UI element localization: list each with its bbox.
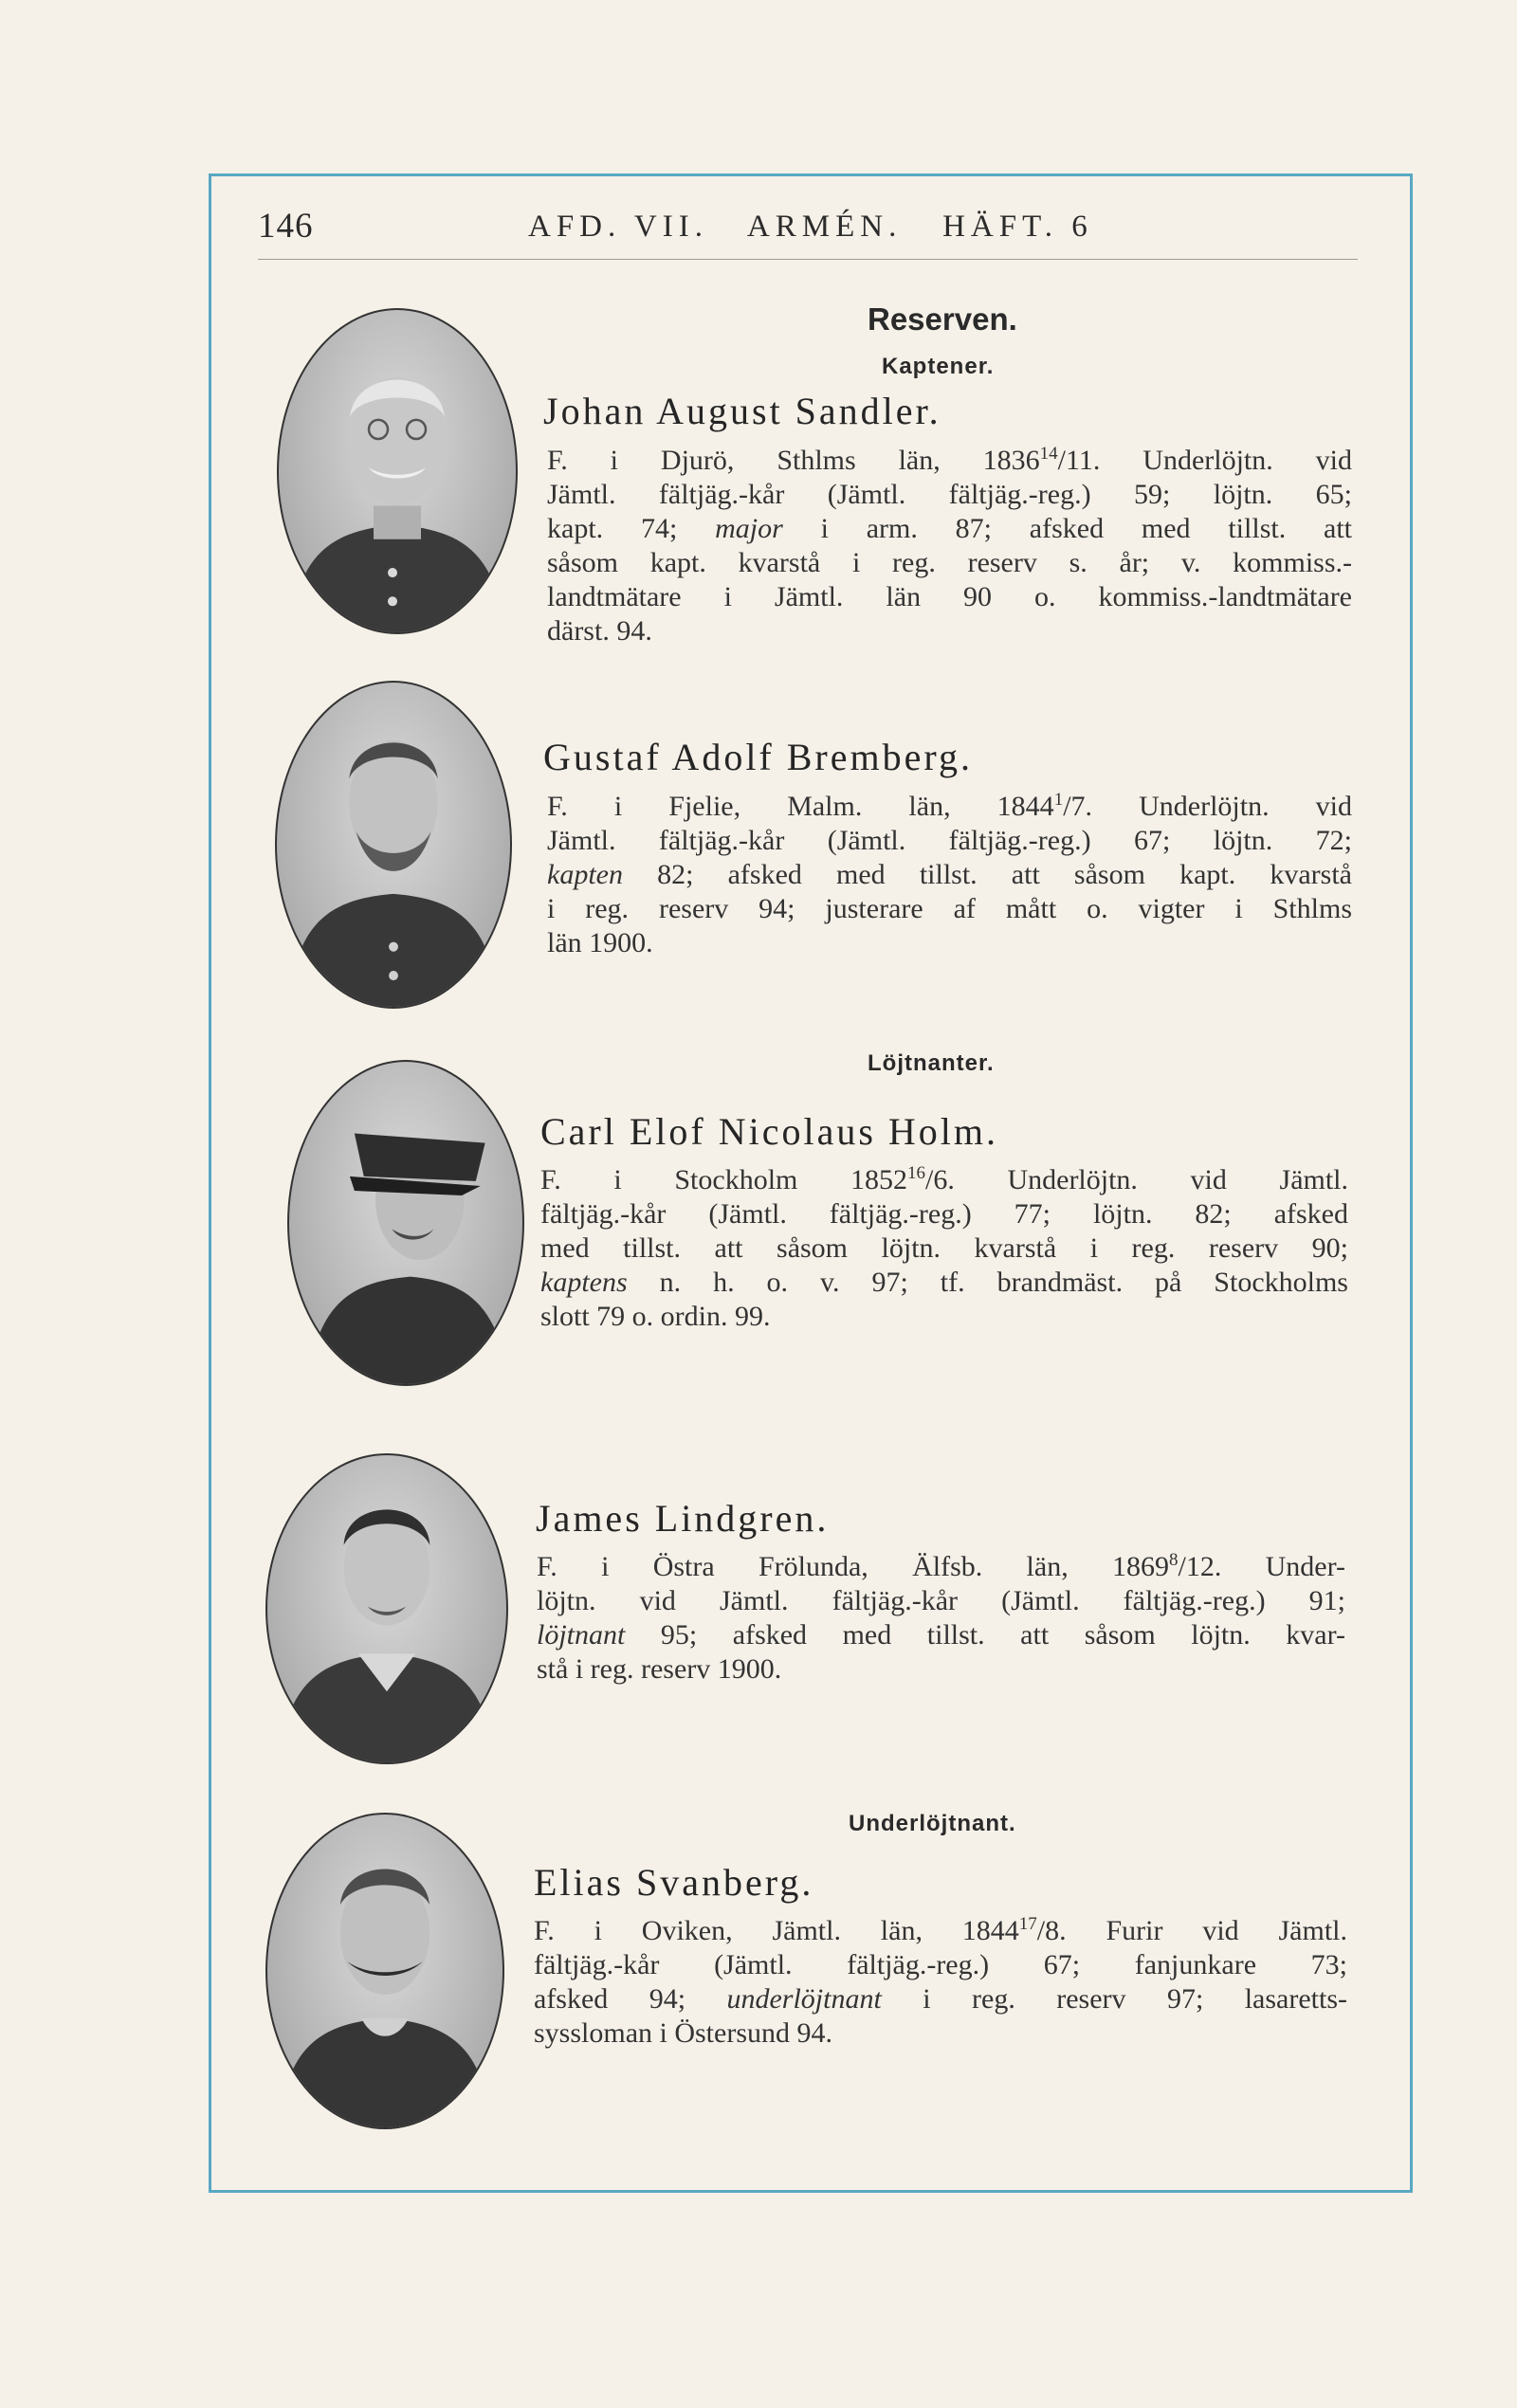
- bio-line: slott 79 o. ordin. 99.: [540, 1301, 771, 1332]
- bio-line: F. i Östra Frölunda, Älfsb. län, 1869$^8$/12. Under-: [537, 1550, 1345, 1582]
- bio-line: F. i Oviken, Jämtl. län, 1844$^{17}$/8. Furir vid Jämtl.: [534, 1914, 1347, 1946]
- bio-line: Jämtl. fältjäg.-kår (Jämtl. fältjäg.-reg.) 59; löjtn. 65;: [547, 479, 1352, 510]
- portrait-lindgren: [265, 1453, 508, 1764]
- entry-bio-lindgren: [537, 1550, 1345, 1687]
- bio-line: stå i reg. reserv 1900.: [537, 1653, 782, 1685]
- portrait-svanberg: [265, 1813, 504, 2129]
- entry-bio-bremberg: [547, 790, 1352, 960]
- bio-line: därst. 94.: [547, 615, 652, 647]
- bio-line: F. i Stockholm 1852$^{16}$/6. Underlöjtn. vid Jämtl.: [540, 1163, 1349, 1195]
- portrait-holm-image: [289, 1062, 522, 1384]
- bio-line: landtmätare i Jämtl. län 90 o. kommiss.-landtmätare: [547, 581, 1352, 612]
- entry-name-lindgren: James Lindgren.: [536, 1497, 830, 1540]
- bio-line: med tillst. att såsom löjtn. kvarstå i reg. reserv 90;: [540, 1232, 1348, 1264]
- portrait-sandler-image: [279, 310, 516, 632]
- bio-line: fältjäg.-kår (Jämtl. fältjäg.-reg.) 77; löjtn. 82; afsked: [540, 1198, 1348, 1230]
- portrait-holm: [287, 1060, 524, 1386]
- bio-line: löjtn. vid Jämtl. fältjäg.-kår (Jämtl. fältjäg.-reg.) 91;: [537, 1585, 1345, 1616]
- portrait-sandler: [277, 308, 518, 634]
- bio-line: löjtnant 95; afsked med tillst. att såsom löjtn. kvar-: [537, 1619, 1345, 1651]
- bio-line: kapt. 74; major i arm. 87; afsked med tillst. att: [547, 513, 1352, 544]
- running-title: AFD. VII. ARMÉN. HÄFT. 6: [528, 210, 1093, 244]
- bio-line: afsked 94; underlöjtnant i reg. reserv 97; lasaretts-: [534, 1983, 1347, 2015]
- section-heading-lojtnanter: Löjtnanter.: [868, 1050, 995, 1076]
- entry-bio-holm: [540, 1163, 1348, 1334]
- bio-line: såsom kapt. kvarstå i reg. reserv s. år; v. kommiss.-: [547, 547, 1352, 578]
- page-number: 146: [258, 207, 314, 246]
- running-head: [258, 204, 1358, 260]
- bio-line: F. i Djurö, Sthlms län, 1836$^{14}$/11. Underlöjtn. vid: [547, 444, 1352, 476]
- section-heading-reserven: Reserven.: [868, 301, 1017, 337]
- entry-name-sandler: Johan August Sandler.: [543, 390, 941, 432]
- portrait-bremberg: [275, 681, 512, 1009]
- bio-line: kapten 82; afsked med tillst. att såsom kapt. kvarstå: [547, 859, 1352, 890]
- portrait-bremberg-image: [277, 683, 510, 1007]
- bio-line: fältjäg.-kår (Jämtl. fältjäg.-reg.) 67; fanjunkare 73;: [534, 1949, 1347, 1980]
- section-heading-underlojtnant: Underlöjtnant.: [849, 1811, 1016, 1836]
- bio-line: kaptens n. h. o. v. 97; tf. brandmäst. på Stockholms: [540, 1267, 1348, 1298]
- entry-bio-svanberg: [534, 1914, 1347, 2051]
- entry-name-holm: Carl Elof Nicolaus Holm.: [540, 1110, 999, 1153]
- portrait-svanberg-image: [267, 1815, 503, 2127]
- bio-line: i reg. reserv 94; justerare af mått o. vigter i Sthlms: [547, 893, 1352, 924]
- entry-name-bremberg: Gustaf Adolf Bremberg.: [543, 736, 973, 778]
- entry-name-svanberg: Elias Svanberg.: [534, 1861, 814, 1904]
- bio-line: län 1900.: [547, 927, 653, 958]
- bio-line: F. i Fjelie, Malm. län, 1844$^1$/7. Underlöjtn. vid: [547, 790, 1353, 822]
- bio-line: Jämtl. fältjäg.-kår (Jämtl. fältjäg.-reg.) 67; löjtn. 72;: [547, 825, 1352, 856]
- portrait-lindgren-image: [267, 1455, 506, 1762]
- section-heading-kaptener: Kaptener.: [882, 354, 995, 379]
- bio-line: syssloman i Östersund 94.: [534, 2017, 832, 2049]
- entry-bio-sandler: [547, 444, 1352, 648]
